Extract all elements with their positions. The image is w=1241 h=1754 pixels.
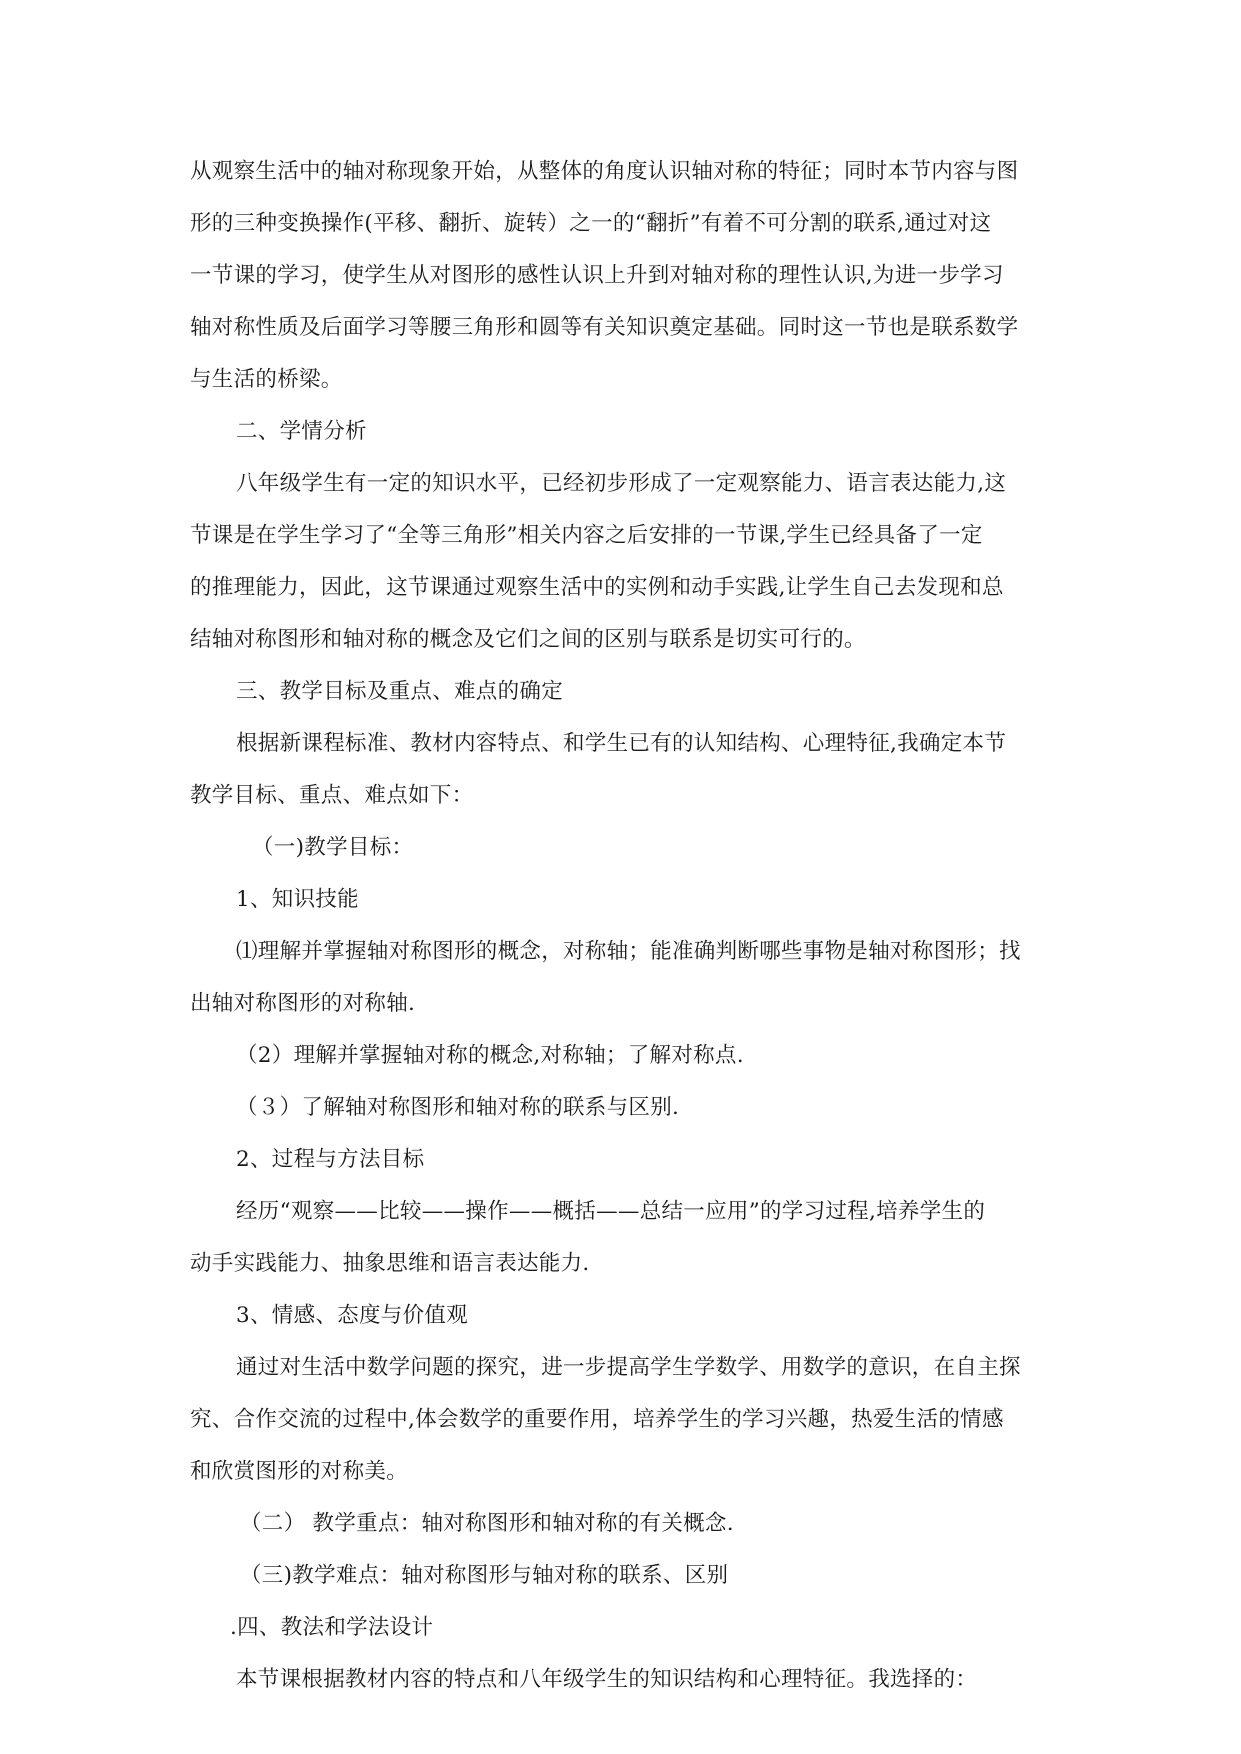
- paragraph-line: 根据新课程标准、教材内容特点、和学生已有的认知结构、心理特征,我确定本节: [236, 731, 1007, 756]
- paragraph-line: 与生活的桥梁。: [190, 367, 343, 392]
- subsection-heading: （二） 教学重点：轴对称图形和轴对称的有关概念.: [240, 1511, 734, 1536]
- subsection-heading: 2、过程与方法目标: [236, 1147, 425, 1172]
- paragraph-line: 形的三种变换操作(平移、翻折、旋转）之一的“翻折”有着不可分割的联系,通过对这: [190, 211, 992, 236]
- section-heading: 二、学情分析: [236, 419, 367, 444]
- paragraph-line: 结轴对称图形和轴对称的概念及它们之间的区别与联系是切实可行的。: [190, 627, 866, 652]
- paragraph-line: 节课是在学生学习了“全等三角形”相关内容之后安排的一节课,学生已经具备了一定: [190, 523, 983, 548]
- paragraph-line: 和欣赏图形的对称美。: [190, 1459, 409, 1484]
- paragraph-line: 动手实践能力、抽象思维和语言表达能力.: [190, 1251, 590, 1276]
- subsection-heading: （一)教学目标：: [252, 835, 414, 860]
- paragraph-line: 经历“观察——比较——操作——概括——总结一应用”的学习过程,培养学生的: [236, 1199, 986, 1224]
- section-heading: .四、教法和学法设计: [230, 1615, 434, 1640]
- paragraph-line: 通过对生活中数学问题的探究，进一步提高学生学数学、用数学的意识，在自主探: [236, 1355, 1021, 1380]
- paragraph-line: 出轴对称图形的对称轴.: [190, 991, 416, 1016]
- subsection-heading: 3、情感、态度与价值观: [236, 1303, 468, 1328]
- paragraph-line: 轴对称性质及后面学习等腰三角形和圆等有关知识奠定基础。同时这一节也是联系数学: [190, 315, 1019, 340]
- paragraph-line: 究、合作交流的过程中,体会数学的重要作用，培养学生的学习兴趣，热爱生活的情感: [190, 1407, 1004, 1432]
- paragraph-line: 一节课的学习，使学生从对图形的感性认识上升到对轴对称的理性认识,为进一步学习: [190, 263, 1004, 288]
- paragraph-line: （３）了解轴对称图形和轴对称的联系与区别.: [236, 1095, 680, 1120]
- subsection-heading: 1、知识技能: [236, 887, 359, 912]
- paragraph-line: 八年级学生有一定的知识水平，已经初步形成了一定观察能力、语言表达能力,这: [236, 471, 1007, 496]
- paragraph-line: 从观察生活中的轴对称现象开始，从整体的角度认识轴对称的特征；同时本节内容与图: [190, 159, 1019, 184]
- paragraph-line: 本节课根据教材内容的特点和八年级学生的知识结构和心理特征。我选择的：: [236, 1667, 978, 1692]
- paragraph-line: ⑴理解并掌握轴对称图形的概念，对称轴；能准确判断哪些事物是轴对称图形；找: [236, 939, 1021, 964]
- paragraph-line: 的推理能力，因此，这节课通过观察生活中的实例和动手实践,让学生自己去发现和总: [190, 575, 1004, 600]
- paragraph-line: 教学目标、重点、难点如下：: [190, 783, 474, 808]
- section-heading: 三、教学目标及重点、难点的确定: [236, 679, 564, 704]
- subsection-heading: （三)教学难点：轴对称图形与轴对称的联系、区别: [240, 1563, 729, 1588]
- paragraph-line: （2）理解并掌握轴对称的概念,对称轴；了解对称点.: [236, 1043, 744, 1068]
